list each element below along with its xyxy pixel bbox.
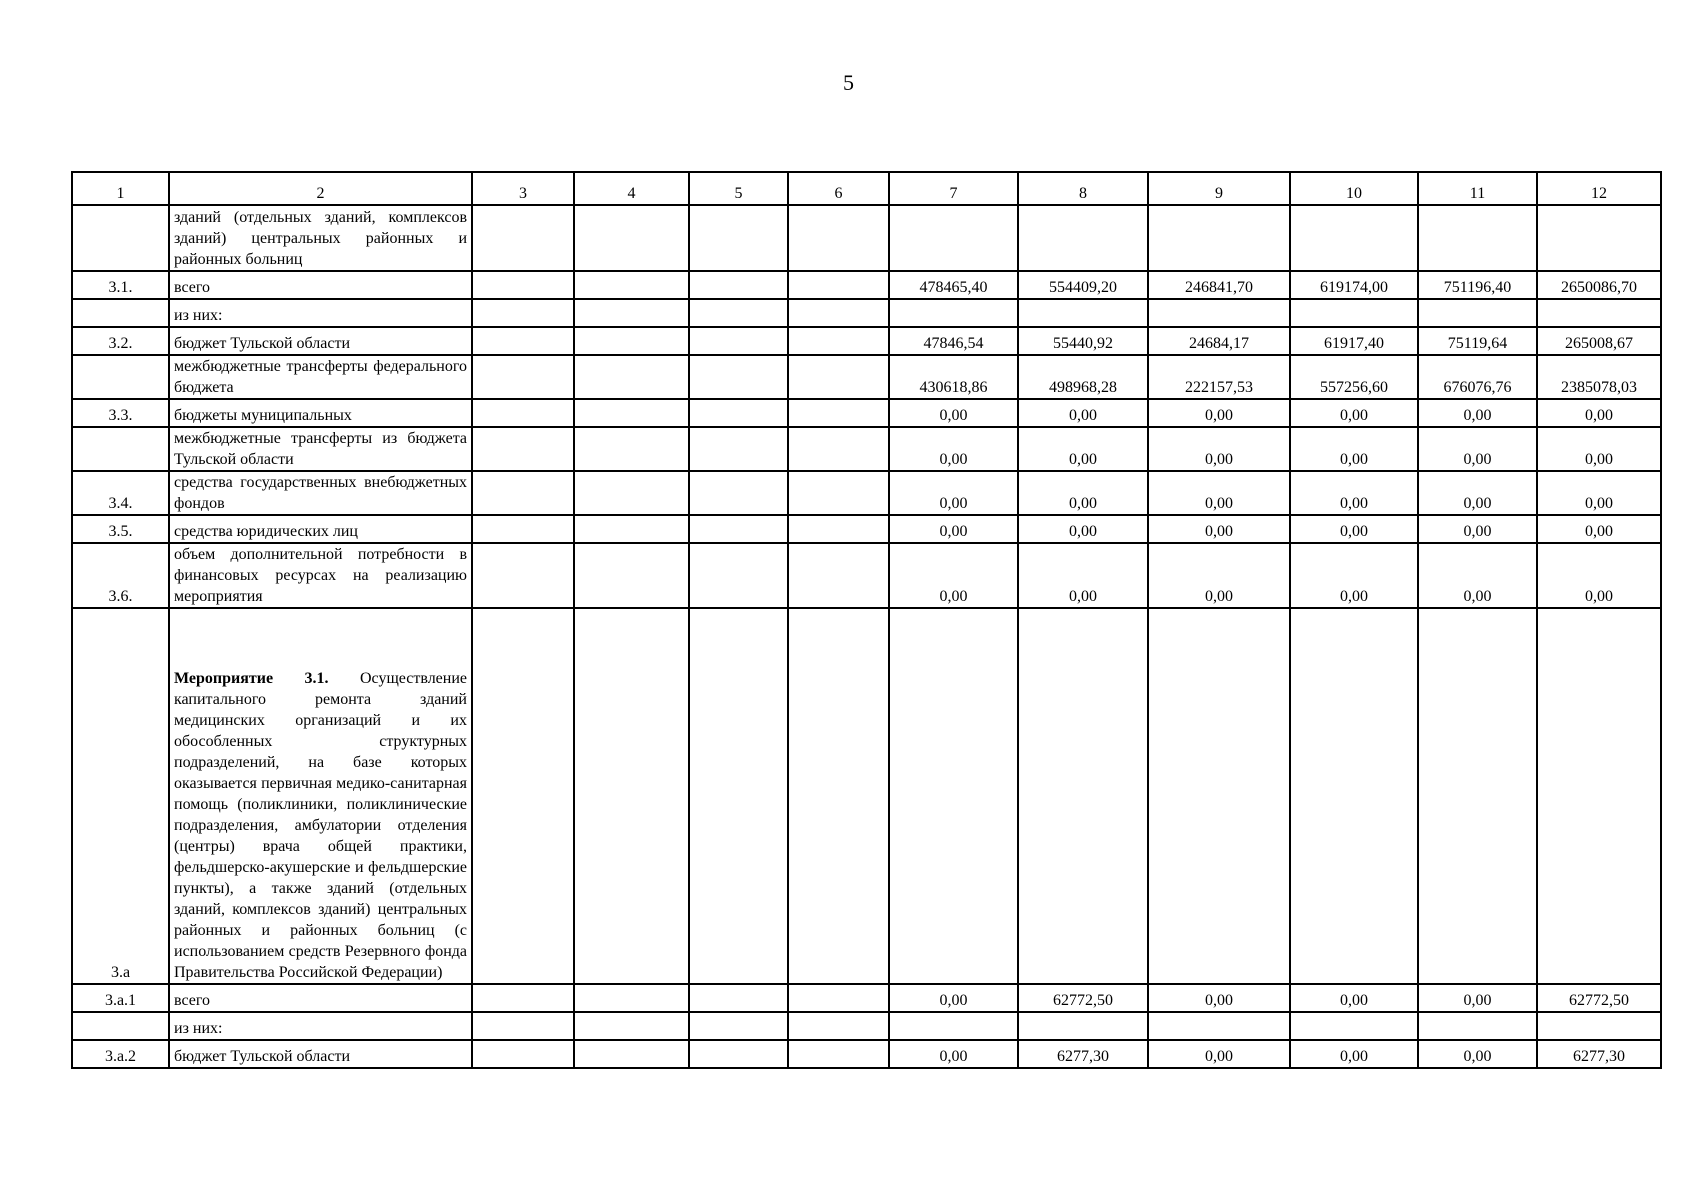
table-row xyxy=(72,299,1661,327)
table-row xyxy=(72,1012,1661,1040)
row-number: 3.1. xyxy=(72,271,169,299)
table-row xyxy=(72,471,1661,515)
value-cell xyxy=(889,608,1018,984)
table-row xyxy=(72,608,1661,984)
row-name-text: зданий (отдельных зданий, комплексов зданий) центральных районных и районных больниц xyxy=(174,209,467,268)
table-body xyxy=(72,205,1661,1068)
empty-cell xyxy=(689,1012,788,1040)
empty-cell xyxy=(689,471,788,515)
value-cell: 0,00 xyxy=(1148,399,1290,427)
table-row xyxy=(72,399,1661,427)
value-cell: 0,00 xyxy=(1290,471,1418,515)
table-row xyxy=(72,543,1661,608)
row-name xyxy=(169,1040,472,1068)
table-row xyxy=(72,984,1661,1012)
empty-cell xyxy=(472,1012,574,1040)
value-cell xyxy=(1148,1012,1290,1040)
row-number: 3.4. xyxy=(72,471,169,515)
value-cell: 0,00 xyxy=(1148,427,1290,471)
value-cell: 0,00 xyxy=(889,427,1018,471)
value-cell: 62772,50 xyxy=(1537,984,1661,1012)
value-cell: 0,00 xyxy=(1537,515,1661,543)
column-header: 7 xyxy=(889,172,1018,205)
table-row xyxy=(72,205,1661,271)
empty-cell xyxy=(689,271,788,299)
row-name-text: средства юридических лиц xyxy=(174,523,358,540)
value-cell xyxy=(1148,299,1290,327)
empty-cell xyxy=(472,399,574,427)
empty-cell xyxy=(689,427,788,471)
value-cell: 0,00 xyxy=(1148,543,1290,608)
value-cell xyxy=(1290,205,1418,271)
value-cell xyxy=(1018,205,1148,271)
empty-cell xyxy=(689,299,788,327)
row-number: 3.5. xyxy=(72,515,169,543)
empty-cell xyxy=(788,327,889,355)
empty-cell xyxy=(574,515,689,543)
empty-cell xyxy=(788,984,889,1012)
value-cell: 24684,17 xyxy=(1148,327,1290,355)
value-cell: 0,00 xyxy=(889,984,1018,1012)
row-number xyxy=(72,299,169,327)
empty-cell xyxy=(689,399,788,427)
value-cell: 0,00 xyxy=(1148,1040,1290,1068)
value-cell: 0,00 xyxy=(1418,471,1537,515)
value-cell: 0,00 xyxy=(1148,515,1290,543)
column-header: 5 xyxy=(689,172,788,205)
value-cell xyxy=(1018,1012,1148,1040)
value-cell xyxy=(1537,608,1661,984)
row-name xyxy=(169,543,472,608)
row-name xyxy=(169,1012,472,1040)
empty-cell xyxy=(788,608,889,984)
row-number xyxy=(72,355,169,399)
column-header: 12 xyxy=(1537,172,1661,205)
empty-cell xyxy=(472,205,574,271)
row-name xyxy=(169,515,472,543)
row-number: 3.а.1 xyxy=(72,984,169,1012)
value-cell: 2650086,70 xyxy=(1537,271,1661,299)
value-cell: 0,00 xyxy=(889,543,1018,608)
column-header: 10 xyxy=(1290,172,1418,205)
row-name xyxy=(169,984,472,1012)
value-cell: 2385078,03 xyxy=(1537,355,1661,399)
value-cell: 0,00 xyxy=(1537,543,1661,608)
value-cell xyxy=(889,205,1018,271)
empty-cell xyxy=(472,515,574,543)
value-cell: 751196,40 xyxy=(1418,271,1537,299)
row-name-text: объем дополнительной потребности в финансовых ресурсах на реализацию мероприятия xyxy=(174,546,467,605)
value-cell: 0,00 xyxy=(1537,471,1661,515)
empty-cell xyxy=(788,271,889,299)
value-cell xyxy=(1018,299,1148,327)
empty-cell xyxy=(574,1040,689,1068)
empty-cell xyxy=(472,471,574,515)
value-cell: 0,00 xyxy=(1418,399,1537,427)
empty-cell xyxy=(689,608,788,984)
empty-cell xyxy=(788,1040,889,1068)
value-cell: 0,00 xyxy=(1290,515,1418,543)
empty-cell xyxy=(472,299,574,327)
financing-table xyxy=(71,171,1662,1069)
row-name-text: бюджет Тульской области xyxy=(174,335,351,352)
row-number xyxy=(72,205,169,271)
row-name-text: Осуществление капитального ремонта зданий медицинских организаций и их обособленных структурных подразделений, на базе которых оказывается первичная медико-санитарная помощь (поликлиники, поликлинические подразделения, амбулатории отделения (центры) врача общей практики, фельдшерско-акушерские и фельдшерские пункты), а также зданий (отдельных зданий, комплексов зданий) центральных районных и районных больниц (с использованием средств Резервного фонда Правительства Российской Федерации) xyxy=(174,670,468,981)
column-header: 2 xyxy=(169,172,472,205)
empty-cell xyxy=(574,427,689,471)
column-header: 4 xyxy=(574,172,689,205)
row-number xyxy=(72,1012,169,1040)
value-cell xyxy=(1418,205,1537,271)
empty-cell xyxy=(788,515,889,543)
value-cell: 0,00 xyxy=(1148,471,1290,515)
empty-cell xyxy=(689,543,788,608)
value-cell: 0,00 xyxy=(1290,543,1418,608)
row-name-text: межбюджетные трансферты из бюджета Тульской области xyxy=(174,430,467,468)
value-cell: 0,00 xyxy=(1018,471,1148,515)
value-cell: 0,00 xyxy=(889,515,1018,543)
column-header: 8 xyxy=(1018,172,1148,205)
empty-cell xyxy=(472,355,574,399)
value-cell xyxy=(889,1012,1018,1040)
value-cell xyxy=(1290,1012,1418,1040)
value-cell: 0,00 xyxy=(1290,399,1418,427)
empty-cell xyxy=(472,608,574,984)
table-row xyxy=(72,427,1661,471)
row-name-text: бюджет Тульской области xyxy=(174,1048,351,1065)
value-cell: 0,00 xyxy=(1537,427,1661,471)
value-cell: 265008,67 xyxy=(1537,327,1661,355)
empty-cell xyxy=(574,271,689,299)
page-number: 5 xyxy=(843,70,854,95)
row-name xyxy=(169,327,472,355)
empty-cell xyxy=(788,299,889,327)
row-number: 3.2. xyxy=(72,327,169,355)
value-cell: 498968,28 xyxy=(1018,355,1148,399)
value-cell: 0,00 xyxy=(1290,984,1418,1012)
empty-cell xyxy=(788,1012,889,1040)
table-row xyxy=(72,355,1661,399)
value-cell: 0,00 xyxy=(1418,427,1537,471)
value-cell xyxy=(1537,205,1661,271)
row-name xyxy=(169,471,472,515)
empty-cell xyxy=(689,205,788,271)
value-cell: 62772,50 xyxy=(1018,984,1148,1012)
value-cell: 0,00 xyxy=(1418,984,1537,1012)
value-cell xyxy=(1537,299,1661,327)
empty-cell xyxy=(689,984,788,1012)
row-name-text: всего xyxy=(174,279,211,296)
value-cell: 0,00 xyxy=(1018,515,1148,543)
row-number xyxy=(72,427,169,471)
value-cell: 47846,54 xyxy=(889,327,1018,355)
row-name-text: всего xyxy=(174,992,211,1009)
value-cell: 246841,70 xyxy=(1148,271,1290,299)
value-cell: 0,00 xyxy=(1018,427,1148,471)
value-cell: 0,00 xyxy=(1418,515,1537,543)
row-name xyxy=(169,427,472,471)
empty-cell xyxy=(574,1012,689,1040)
empty-cell xyxy=(574,205,689,271)
column-header: 1 xyxy=(72,172,169,205)
value-cell: 0,00 xyxy=(889,471,1018,515)
table-row xyxy=(72,1040,1661,1068)
row-name xyxy=(169,399,472,427)
empty-cell xyxy=(574,299,689,327)
row-name-text: межбюджетные трансферты федерального бюджета xyxy=(174,358,467,396)
value-cell: 0,00 xyxy=(1290,1040,1418,1068)
table-row xyxy=(72,515,1661,543)
empty-cell xyxy=(788,399,889,427)
empty-cell xyxy=(574,471,689,515)
row-number: 3.а.2 xyxy=(72,1040,169,1068)
column-header: 3 xyxy=(472,172,574,205)
empty-cell xyxy=(472,543,574,608)
value-cell: 6277,30 xyxy=(1018,1040,1148,1068)
row-name xyxy=(169,205,472,271)
value-cell xyxy=(1418,299,1537,327)
value-cell: 430618,86 xyxy=(889,355,1018,399)
empty-cell xyxy=(472,984,574,1012)
empty-cell xyxy=(472,271,574,299)
value-cell: 222157,53 xyxy=(1148,355,1290,399)
row-name xyxy=(169,608,472,984)
value-cell xyxy=(1018,608,1148,984)
value-cell: 0,00 xyxy=(1418,543,1537,608)
value-cell xyxy=(1537,1012,1661,1040)
empty-cell xyxy=(788,205,889,271)
value-cell: 55440,92 xyxy=(1018,327,1148,355)
empty-cell xyxy=(472,1040,574,1068)
empty-cell xyxy=(574,608,689,984)
column-header: 6 xyxy=(788,172,889,205)
value-cell xyxy=(1148,205,1290,271)
value-cell: 478465,40 xyxy=(889,271,1018,299)
row-number: 3.6. xyxy=(72,543,169,608)
row-name xyxy=(169,299,472,327)
row-name xyxy=(169,355,472,399)
value-cell xyxy=(1290,299,1418,327)
row-name-text: бюджеты муниципальных xyxy=(174,407,352,424)
value-cell xyxy=(1418,608,1537,984)
column-header: 11 xyxy=(1418,172,1537,205)
measure-title: Мероприятие 3.1. xyxy=(174,670,329,687)
value-cell: 619174,00 xyxy=(1290,271,1418,299)
value-cell: 0,00 xyxy=(1018,543,1148,608)
table-row xyxy=(72,271,1661,299)
empty-cell xyxy=(472,427,574,471)
value-cell: 0,00 xyxy=(1018,399,1148,427)
value-cell xyxy=(1418,1012,1537,1040)
value-cell: 676076,76 xyxy=(1418,355,1537,399)
empty-cell xyxy=(472,327,574,355)
value-cell xyxy=(1290,608,1418,984)
empty-cell xyxy=(788,543,889,608)
empty-cell xyxy=(689,355,788,399)
value-cell: 6277,30 xyxy=(1537,1040,1661,1068)
empty-cell xyxy=(788,355,889,399)
row-number: 3.а xyxy=(72,608,169,984)
empty-cell xyxy=(574,355,689,399)
empty-cell xyxy=(689,515,788,543)
table-header-row xyxy=(72,172,1661,205)
value-cell: 0,00 xyxy=(1148,984,1290,1012)
value-cell: 557256,60 xyxy=(1290,355,1418,399)
empty-cell xyxy=(574,543,689,608)
empty-cell xyxy=(574,327,689,355)
empty-cell xyxy=(574,399,689,427)
row-name-text: из них: xyxy=(174,307,223,324)
empty-cell xyxy=(574,984,689,1012)
value-cell: 0,00 xyxy=(1290,427,1418,471)
row-number: 3.3. xyxy=(72,399,169,427)
row-name-text: из них: xyxy=(174,1020,223,1037)
value-cell: 554409,20 xyxy=(1018,271,1148,299)
value-cell xyxy=(1148,608,1290,984)
column-header: 9 xyxy=(1148,172,1290,205)
empty-cell xyxy=(788,471,889,515)
value-cell: 61917,40 xyxy=(1290,327,1418,355)
value-cell: 0,00 xyxy=(1418,1040,1537,1068)
value-cell: 75119,64 xyxy=(1418,327,1537,355)
value-cell: 0,00 xyxy=(1537,399,1661,427)
value-cell: 0,00 xyxy=(889,1040,1018,1068)
row-name xyxy=(169,271,472,299)
empty-cell xyxy=(788,427,889,471)
value-cell xyxy=(889,299,1018,327)
empty-cell xyxy=(689,1040,788,1068)
empty-cell xyxy=(689,327,788,355)
row-name-text: средства государственных внебюджетных фондов xyxy=(174,474,467,512)
value-cell: 0,00 xyxy=(889,399,1018,427)
table-row xyxy=(72,327,1661,355)
